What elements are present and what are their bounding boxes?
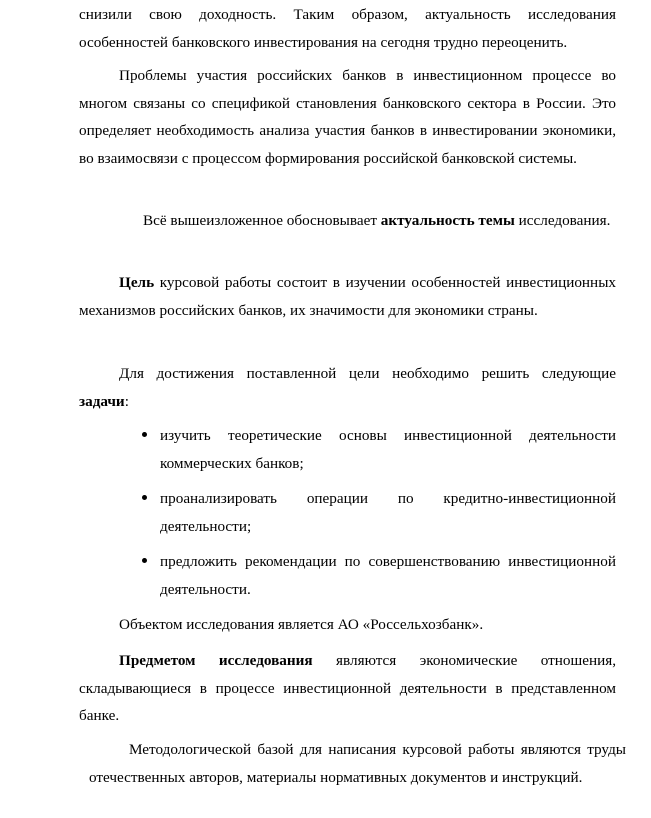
- text-run: Всё вышеизложенное обосновывает: [143, 212, 381, 229]
- paragraph-subject: [79, 647, 616, 730]
- text-run: курсовой работы состоит в изучении особенностей инвестиционных механизмов российских банков, их значимости для экономики страны.: [79, 274, 616, 319]
- paragraph-relevance: [79, 207, 616, 235]
- paragraph-text: снизили свою доходность. Таким образом, актуальность исследования особенностей банковского инвестирования на сегодня трудно переоценить.: [79, 6, 616, 51]
- text-run: исследования.: [514, 212, 611, 229]
- paragraph-text: Методологической базой для написания курсовой работы являются труды отечественных авторов, материалы нормативных документов и инструкций.: [89, 741, 626, 786]
- list-item-text: предложить рекомендации по совершенствованию инвестиционной деятельности.: [160, 553, 616, 598]
- bold-term-tasks: задачи: [79, 392, 125, 410]
- list-item-text: проанализировать операции по кредитно-инвестиционной деятельности;: [160, 490, 616, 535]
- paragraph-relevance-conclusion: [79, 1, 616, 56]
- paragraph-text: Объектом исследования является АО «Россельхозбанк».: [119, 616, 484, 633]
- paragraph-text: Проблемы участия российских банков в инвестиционном процессе во многом связаны со спецификой становления банковского сектора в России. Это определяет необходимость анализа участия банков в инвестировании экономики, во взаимосвязи с процессом формирования российской банковской системы.: [79, 67, 616, 167]
- bold-term-goal: Цель: [119, 274, 155, 291]
- list-item: [79, 422, 616, 477]
- paragraph-problems: [79, 62, 616, 172]
- bold-term-relevance: актуальность темы: [380, 212, 515, 229]
- list-item: [79, 485, 616, 540]
- list-item: [79, 548, 616, 603]
- list-item-text: изучить теоретические основы инвестиционной деятельности коммерческих банков;: [160, 427, 616, 472]
- text-run: являются экономические отношения, складывающиеся в процессе инвестиционной деятельности в представленном банке.: [79, 652, 617, 724]
- paragraph-tasks-intro: [79, 360, 616, 415]
- text-run: :: [124, 392, 129, 410]
- paragraph-methodology: [89, 736, 626, 791]
- paragraph-object: [79, 611, 616, 639]
- paragraph-goal: [79, 269, 616, 324]
- text-run: Для достижения поставленной цели необходимо решить следующие: [119, 365, 616, 382]
- bold-term-subject: Предметом исследования: [119, 652, 313, 669]
